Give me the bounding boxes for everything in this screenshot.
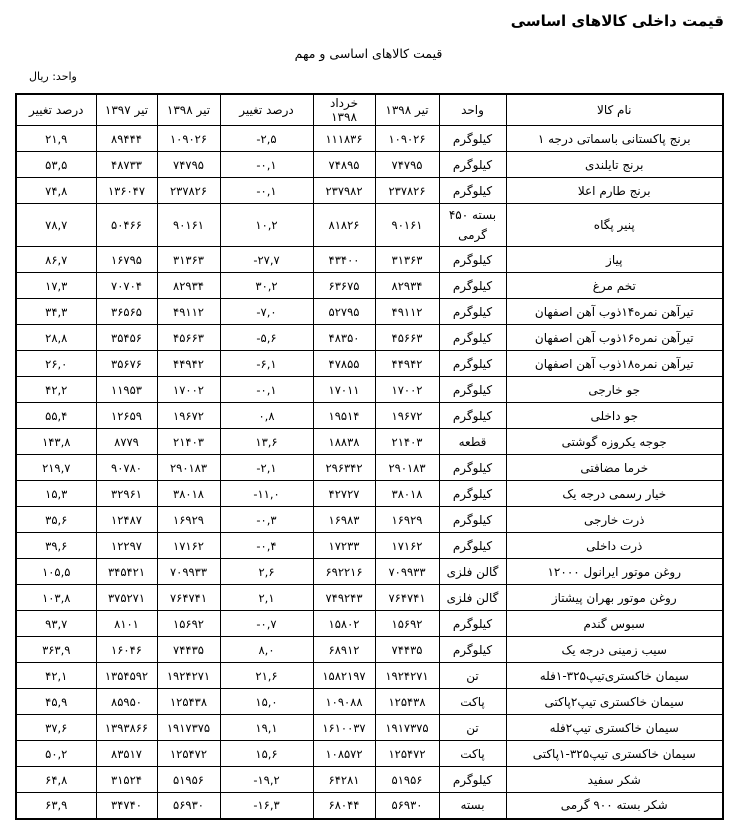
- value-cell: ۳۴,۳: [16, 299, 96, 325]
- product-name-cell: برنج طارم اعلا: [506, 178, 723, 204]
- table-body: [16, 126, 723, 819]
- value-cell: ۵۵,۴: [16, 403, 96, 429]
- value-cell: ۱۲۵۴۳۸: [375, 689, 439, 715]
- table-row: [16, 767, 723, 793]
- product-name-cell: سبوس گندم: [506, 611, 723, 637]
- product-name-cell: تیرآهن نمره۱۶ذوب آهن اصفهان: [506, 325, 723, 351]
- value-cell: ۱۳۵۴۵۹۲: [96, 663, 157, 689]
- column-header: تیر ۱۳۹۸: [375, 94, 439, 126]
- unit-cell: پاکت: [439, 689, 506, 715]
- value-cell: ۱۰,۲: [220, 204, 313, 247]
- value-cell: ۵۰,۲: [16, 741, 96, 767]
- table-row: [16, 481, 723, 507]
- value-cell: ۸۹۴۴۴: [96, 126, 157, 152]
- product-name-cell: خرما مضافتی: [506, 455, 723, 481]
- column-header: تیر ۱۳۹۷: [96, 94, 157, 126]
- value-cell: ۴۸۳۵۰: [313, 325, 375, 351]
- value-cell: ۱۷۰۱۱: [313, 377, 375, 403]
- value-cell: ۴۹۱۱۲: [157, 299, 220, 325]
- value-cell: ۲,۶: [220, 559, 313, 585]
- table-row: [16, 689, 723, 715]
- product-name-cell: ذرت خارجی: [506, 507, 723, 533]
- value-cell: ۱۹۶۷۲: [157, 403, 220, 429]
- unit-cell: کیلوگرم: [439, 637, 506, 663]
- value-cell: ۷۴,۸: [16, 178, 96, 204]
- value-cell: ۹۰۱۶۱: [157, 204, 220, 247]
- unit-cell: کیلوگرم: [439, 611, 506, 637]
- value-cell: ۱۶۰۴۶: [96, 637, 157, 663]
- table-row: [16, 152, 723, 178]
- value-cell: ۲۶,۰: [16, 351, 96, 377]
- unit-cell: کیلوگرم: [439, 377, 506, 403]
- value-cell: ۳۷۵۲۷۱: [96, 585, 157, 611]
- value-cell: ۴۸۷۳۳: [96, 152, 157, 178]
- value-cell: ۷۴۸۹۵: [313, 152, 375, 178]
- value-cell: ۱۳,۶: [220, 429, 313, 455]
- value-cell: ۷۶۴۷۴۱: [375, 585, 439, 611]
- value-cell: ۱۶۹۸۳: [313, 507, 375, 533]
- unit-cell: کیلوگرم: [439, 126, 506, 152]
- value-cell: ۳۶۵۶۵: [96, 299, 157, 325]
- value-cell: ۱۳۹۳۸۶۶: [96, 715, 157, 741]
- table-row: [16, 611, 723, 637]
- value-cell: ۳۷,۶: [16, 715, 96, 741]
- table-row: [16, 455, 723, 481]
- value-cell: ۸۳۵۱۷: [96, 741, 157, 767]
- value-cell: ۱۷۱۶۲: [157, 533, 220, 559]
- table-row: [16, 429, 723, 455]
- value-cell: ۱۲۴۸۷: [96, 507, 157, 533]
- value-cell: ۱۲۵۴۷۲: [375, 741, 439, 767]
- value-cell: ۱۰۹۰۸۸: [313, 689, 375, 715]
- table-row: [16, 715, 723, 741]
- unit-cell: تن: [439, 663, 506, 689]
- value-cell: -۱۶,۳: [220, 793, 313, 819]
- value-cell: ۸۶,۷: [16, 247, 96, 273]
- value-cell: ۵۱۹۵۶: [375, 767, 439, 793]
- value-cell: ۳۴۵۴۲۱: [96, 559, 157, 585]
- product-name-cell: تیرآهن نمره۱۸ذوب آهن اصفهان: [506, 351, 723, 377]
- value-cell: ۴۵۶۶۳: [157, 325, 220, 351]
- value-cell: ۱۵,۳: [16, 481, 96, 507]
- column-header: خرداد ۱۳۹۸: [313, 94, 375, 126]
- value-cell: -۰,۱: [220, 152, 313, 178]
- value-cell: ۵۳,۵: [16, 152, 96, 178]
- product-name-cell: سیمان خاکستری‌تیپ۳۲۵-۱فله: [506, 663, 723, 689]
- value-cell: ۲۸,۸: [16, 325, 96, 351]
- product-name-cell: سیمان خاکستری تیپ۲پاکتی: [506, 689, 723, 715]
- unit-cell: کیلوگرم: [439, 325, 506, 351]
- unit-cell: بسته: [439, 793, 506, 819]
- value-cell: -۶,۱: [220, 351, 313, 377]
- product-name-cell: جو داخلی: [506, 403, 723, 429]
- product-name-cell: روغن موتور ایرانول ۱۲۰۰۰: [506, 559, 723, 585]
- product-name-cell: تیرآهن نمره۱۴ذوب آهن اصفهان: [506, 299, 723, 325]
- table-header-row: [16, 94, 723, 126]
- product-name-cell: خیار رسمی درجه یک: [506, 481, 723, 507]
- table-row: [16, 663, 723, 689]
- table-row: [16, 351, 723, 377]
- value-cell: ۱۳۶۰۴۷: [96, 178, 157, 204]
- value-cell: ۱۱۱۸۳۶: [313, 126, 375, 152]
- product-name-cell: برنج پاکستانی باسماتی درجه ۱: [506, 126, 723, 152]
- value-cell: ۷۴۷۹۵: [375, 152, 439, 178]
- value-cell: ۹۰۱۶۱: [375, 204, 439, 247]
- value-cell: ۳۵۴۵۶: [96, 325, 157, 351]
- value-cell: ۲۱,۹: [16, 126, 96, 152]
- unit-cell: گالن فلزی: [439, 559, 506, 585]
- table-row: [16, 273, 723, 299]
- table-row: [16, 559, 723, 585]
- value-cell: -۰,۱: [220, 377, 313, 403]
- product-name-cell: شکر بسته ۹۰۰ گرمی: [506, 793, 723, 819]
- page-title: قیمت داخلی کالاهای اساسی: [510, 12, 724, 30]
- value-cell: ۶۳۶۷۵: [313, 273, 375, 299]
- value-cell: ۱۹۲۴۲۷۱: [157, 663, 220, 689]
- value-cell: ۴۹۱۱۲: [375, 299, 439, 325]
- value-cell: ۱۷۱۶۲: [375, 533, 439, 559]
- value-cell: ۲۹۰۱۸۳: [375, 455, 439, 481]
- value-cell: ۴۵,۹: [16, 689, 96, 715]
- product-name-cell: شکر سفید: [506, 767, 723, 793]
- column-header: واحد: [439, 94, 506, 126]
- value-cell: ۷۰۷۰۴: [96, 273, 157, 299]
- column-header: نام کالا: [506, 94, 723, 126]
- value-cell: ۳۱۳۶۳: [157, 247, 220, 273]
- column-header: درصد تغییر: [220, 94, 313, 126]
- unit-cell: کیلوگرم: [439, 403, 506, 429]
- value-cell: ۸۷۷۹: [96, 429, 157, 455]
- value-cell: ۳۵۶۷۶: [96, 351, 157, 377]
- value-cell: -۱۱,۰: [220, 481, 313, 507]
- value-cell: ۸۲۹۳۴: [375, 273, 439, 299]
- value-cell: ۳۲۹۶۱: [96, 481, 157, 507]
- table-row: [16, 204, 723, 247]
- value-cell: ۱۰۸۵۷۲: [313, 741, 375, 767]
- value-cell: ۶۴۲۸۱: [313, 767, 375, 793]
- value-cell: ۴۵۶۶۳: [375, 325, 439, 351]
- product-name-cell: جو خارجی: [506, 377, 723, 403]
- product-name-cell: برنج تایلندی: [506, 152, 723, 178]
- value-cell: ۸۱۸۲۶: [313, 204, 375, 247]
- page-subtitle: قیمت کالاهای اساسی و مهم: [294, 46, 443, 61]
- value-cell: ۲۹۶۳۴۲: [313, 455, 375, 481]
- value-cell: ۱۶۱۰۰۳۷: [313, 715, 375, 741]
- unit-cell: کیلوگرم: [439, 299, 506, 325]
- value-cell: ۲۳۷۹۸۲: [313, 178, 375, 204]
- value-cell: ۷۴۴۳۵: [157, 637, 220, 663]
- unit-cell: پاکت: [439, 741, 506, 767]
- unit-cell: قطعه: [439, 429, 506, 455]
- table-row: [16, 325, 723, 351]
- value-cell: -۵,۶: [220, 325, 313, 351]
- value-cell: ۵۶۹۳۰: [157, 793, 220, 819]
- unit-cell: کیلوگرم: [439, 481, 506, 507]
- value-cell: ۲۹۰۱۸۳: [157, 455, 220, 481]
- value-cell: ۸,۰: [220, 637, 313, 663]
- value-cell: ۶۳,۹: [16, 793, 96, 819]
- product-name-cell: تخم مرغ: [506, 273, 723, 299]
- value-cell: ۱۶۹۲۹: [157, 507, 220, 533]
- value-cell: -۲۷,۷: [220, 247, 313, 273]
- value-cell: ۳۸۰۱۸: [375, 481, 439, 507]
- value-cell: ۱۵,۰: [220, 689, 313, 715]
- value-cell: ۴۴۹۴۲: [375, 351, 439, 377]
- product-name-cell: پنیر پگاه: [506, 204, 723, 247]
- product-name-cell: ذرت داخلی: [506, 533, 723, 559]
- value-cell: ۶۸۹۱۲: [313, 637, 375, 663]
- value-cell: ۱۹۲۴۲۷۱: [375, 663, 439, 689]
- value-cell: ۱۲۵۴۳۸: [157, 689, 220, 715]
- value-cell: ۶۴,۸: [16, 767, 96, 793]
- value-cell: ۴۴۹۴۲: [157, 351, 220, 377]
- value-cell: ۹۳,۷: [16, 611, 96, 637]
- value-cell: ۱۵۸۰۲: [313, 611, 375, 637]
- table-row: [16, 507, 723, 533]
- table-row: [16, 533, 723, 559]
- value-cell: ۱۴۳,۸: [16, 429, 96, 455]
- value-cell: -۲,۱: [220, 455, 313, 481]
- value-cell: ۱۵۶۹۲: [157, 611, 220, 637]
- value-cell: ۳۱۵۲۴: [96, 767, 157, 793]
- value-cell: ۲۱۹,۷: [16, 455, 96, 481]
- value-cell: ۴۳۴۰۰: [313, 247, 375, 273]
- value-cell: ۱۹۵۱۴: [313, 403, 375, 429]
- value-cell: ۲۱۴۰۳: [157, 429, 220, 455]
- unit-note: واحد: ریال: [29, 70, 77, 83]
- unit-cell: تن: [439, 715, 506, 741]
- value-cell: ۳۸۰۱۸: [157, 481, 220, 507]
- value-cell: ۱۱۹۵۳: [96, 377, 157, 403]
- value-cell: ۱۵۸۲۱۹۷: [313, 663, 375, 689]
- table-row: [16, 377, 723, 403]
- table-row: [16, 299, 723, 325]
- value-cell: ۳۴۷۴۰: [96, 793, 157, 819]
- value-cell: ۲۳۷۸۲۶: [157, 178, 220, 204]
- value-cell: ۷۴۴۳۵: [375, 637, 439, 663]
- value-cell: -۰,۳: [220, 507, 313, 533]
- value-cell: ۷۸,۷: [16, 204, 96, 247]
- product-name-cell: پیاز: [506, 247, 723, 273]
- unit-cell: بسته ۴۵۰ گرمی: [439, 204, 506, 247]
- value-cell: -۰,۱: [220, 178, 313, 204]
- value-cell: ۷۴۹۲۴۳: [313, 585, 375, 611]
- value-cell: ۱۲۶۵۹: [96, 403, 157, 429]
- value-cell: ۱۷۰۰۲: [157, 377, 220, 403]
- value-cell: ۴۲,۱: [16, 663, 96, 689]
- value-cell: ۸۲۹۳۴: [157, 273, 220, 299]
- value-cell: ۷۶۴۷۴۱: [157, 585, 220, 611]
- product-name-cell: روغن موتور بهران پیشتاز: [506, 585, 723, 611]
- unit-cell: کیلوگرم: [439, 533, 506, 559]
- value-cell: ۶۸۰۴۴: [313, 793, 375, 819]
- value-cell: ۱۵,۶: [220, 741, 313, 767]
- value-cell: ۸۱۰۱: [96, 611, 157, 637]
- unit-cell: کیلوگرم: [439, 273, 506, 299]
- value-cell: -۱۹,۲: [220, 767, 313, 793]
- value-cell: ۱۷۲۳۳: [313, 533, 375, 559]
- price-table: [15, 93, 724, 820]
- value-cell: ۴۲۷۲۷: [313, 481, 375, 507]
- value-cell: ۱۲۲۹۷: [96, 533, 157, 559]
- value-cell: ۳۵,۶: [16, 507, 96, 533]
- table-row: [16, 178, 723, 204]
- value-cell: -۲,۵: [220, 126, 313, 152]
- value-cell: ۲۱۴۰۳: [375, 429, 439, 455]
- value-cell: ۲۱,۶: [220, 663, 313, 689]
- table-row: [16, 585, 723, 611]
- value-cell: ۹۰۷۸۰: [96, 455, 157, 481]
- value-cell: ۶۹۲۲۱۶: [313, 559, 375, 585]
- value-cell: ۷۴۷۹۵: [157, 152, 220, 178]
- table-row: [16, 793, 723, 819]
- value-cell: ۳۶۳,۹: [16, 637, 96, 663]
- unit-cell: کیلوگرم: [439, 152, 506, 178]
- unit-cell: گالن فلزی: [439, 585, 506, 611]
- value-cell: ۱۶۹۲۹: [375, 507, 439, 533]
- column-header: درصد تغییر: [16, 94, 96, 126]
- table-row: [16, 637, 723, 663]
- value-cell: ۳۹,۶: [16, 533, 96, 559]
- value-cell: ۱۶۷۹۵: [96, 247, 157, 273]
- value-cell: ۱۸۸۳۸: [313, 429, 375, 455]
- value-cell: -۰,۴: [220, 533, 313, 559]
- table-row: [16, 403, 723, 429]
- unit-cell: کیلوگرم: [439, 767, 506, 793]
- value-cell: ۱۹۱۷۳۷۵: [157, 715, 220, 741]
- unit-cell: کیلوگرم: [439, 178, 506, 204]
- value-cell: ۱۲۵۴۷۲: [157, 741, 220, 767]
- product-name-cell: سیمان خاکستری تیپ۳۲۵-۱پاکتی: [506, 741, 723, 767]
- value-cell: ۱۷۰۰۲: [375, 377, 439, 403]
- value-cell: ۳۱۳۶۳: [375, 247, 439, 273]
- product-name-cell: سیب زمینی درجه یک: [506, 637, 723, 663]
- value-cell: ۵۶۹۳۰: [375, 793, 439, 819]
- value-cell: ۲۳۷۸۲۶: [375, 178, 439, 204]
- value-cell: ۴۷۸۵۵: [313, 351, 375, 377]
- product-name-cell: جوجه یکروزه گوشتی: [506, 429, 723, 455]
- table-row: [16, 126, 723, 152]
- value-cell: ۵۰۴۶۶: [96, 204, 157, 247]
- value-cell: ۱۹,۱: [220, 715, 313, 741]
- value-cell: ۱۹۱۷۳۷۵: [375, 715, 439, 741]
- value-cell: -۰,۷: [220, 611, 313, 637]
- product-name-cell: سیمان خاکستری تیپ۲فله: [506, 715, 723, 741]
- value-cell: ۵۱۹۵۶: [157, 767, 220, 793]
- value-cell: ۱۹۶۷۲: [375, 403, 439, 429]
- value-cell: ۵۲۷۹۵: [313, 299, 375, 325]
- unit-cell: کیلوگرم: [439, 351, 506, 377]
- value-cell: ۸۵۹۵۰: [96, 689, 157, 715]
- unit-cell: کیلوگرم: [439, 507, 506, 533]
- value-cell: ۱۵۶۹۲: [375, 611, 439, 637]
- value-cell: ۳۰,۲: [220, 273, 313, 299]
- value-cell: -۷,۰: [220, 299, 313, 325]
- table-row: [16, 741, 723, 767]
- value-cell: ۱۰۳,۸: [16, 585, 96, 611]
- value-cell: ۱۰۵,۵: [16, 559, 96, 585]
- unit-cell: کیلوگرم: [439, 455, 506, 481]
- value-cell: ۱۰۹۰۲۶: [375, 126, 439, 152]
- column-header: تیر ۱۳۹۸: [157, 94, 220, 126]
- table-row: [16, 247, 723, 273]
- value-cell: ۷۰۹۹۳۳: [375, 559, 439, 585]
- value-cell: ۷۰۹۹۳۳: [157, 559, 220, 585]
- unit-cell: کیلوگرم: [439, 247, 506, 273]
- value-cell: ۰,۸: [220, 403, 313, 429]
- value-cell: ۱۷,۳: [16, 273, 96, 299]
- value-cell: ۲,۱: [220, 585, 313, 611]
- value-cell: ۱۰۹۰۲۶: [157, 126, 220, 152]
- value-cell: ۴۲,۲: [16, 377, 96, 403]
